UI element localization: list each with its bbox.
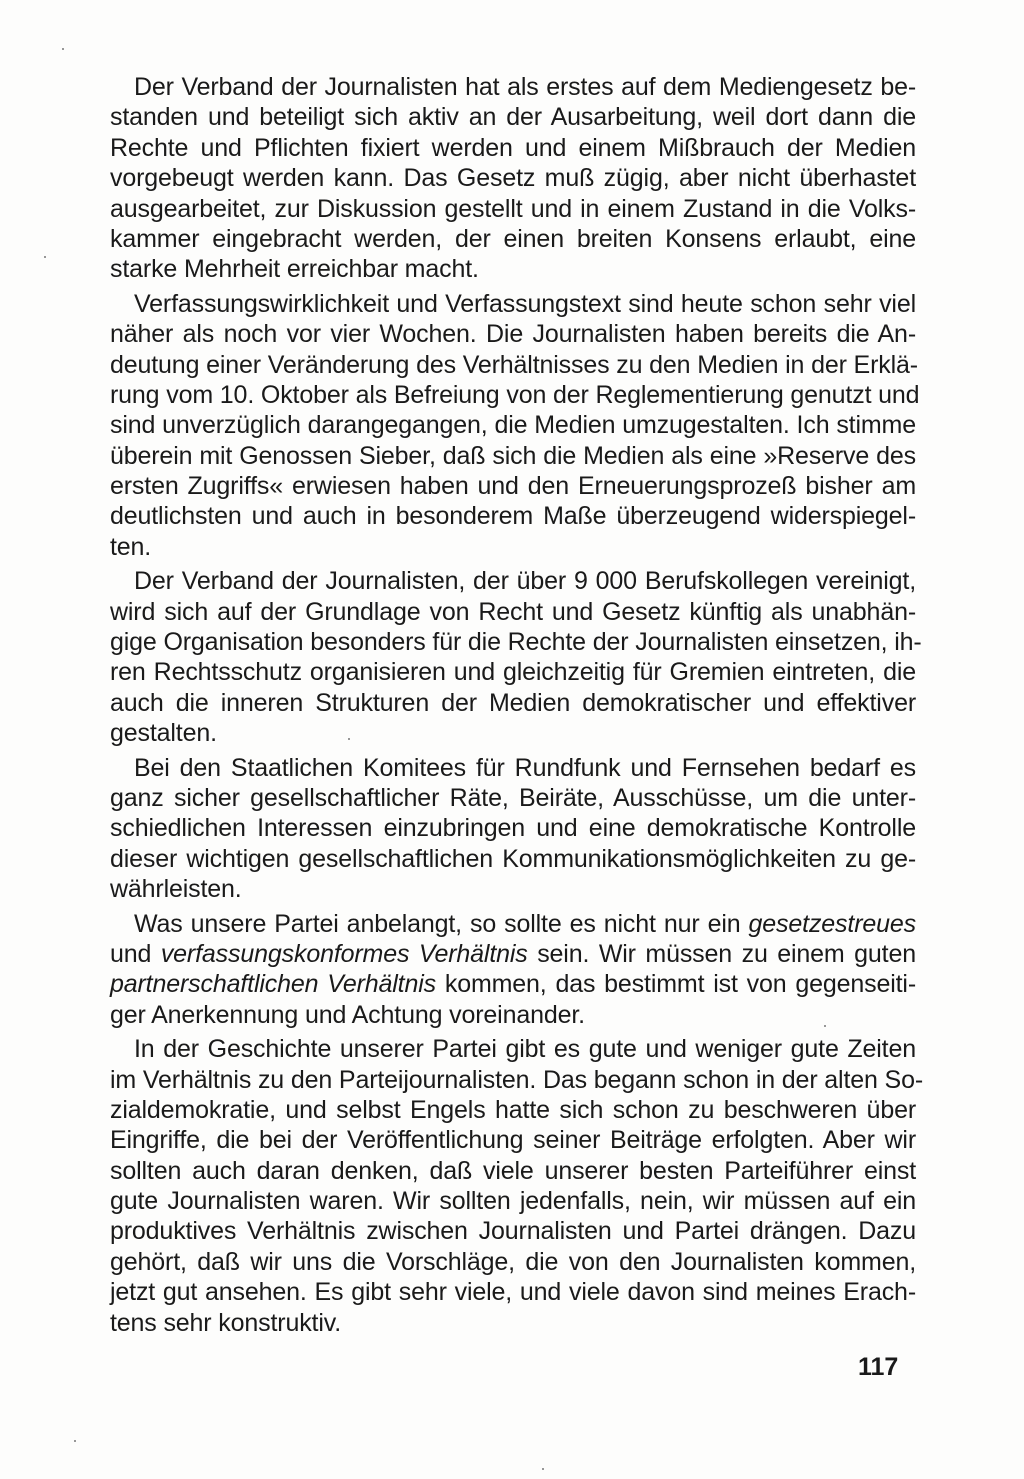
paragraph: [110, 753, 916, 905]
text-line: Bei den Staatlichen Komitees für Rundfunk und Fernsehen bedarf es: [134, 753, 916, 782]
text-line: deutlichsten und auch in besonderem Maße überzeugend widerspiegel-: [110, 502, 916, 531]
text-line: gestalten.: [110, 719, 217, 748]
text-line: Der Verband der Journalisten, der über 9 000 Berufskollegen vereinigt,: [134, 567, 916, 596]
text-line: gute Journalisten waren. Wir sollten jedenfalls, nein, wir müssen auf ein: [110, 1187, 916, 1216]
scan-speck: [62, 48, 64, 50]
text-line: Verfassungswirklichkeit und Verfassungstext sind heute schon sehr viel: [134, 289, 916, 318]
scan-speck: [74, 1440, 76, 1442]
text-line: sind unverzüglich darangegangen, die Medien umzugestalten. Ich stimme: [110, 411, 916, 440]
text-line: tens sehr konstruktiv.: [110, 1308, 342, 1337]
text-line: gige Organisation besonders für die Rechte der Journalisten einsetzen, ih-: [110, 628, 922, 657]
body-text: [110, 72, 923, 1342]
scan-speck: [824, 1025, 826, 1027]
text-line: ausgearbeitet, zur Diskussion gestellt und in einem Zustand in die Volks-: [110, 194, 916, 223]
text-line: ger Anerkennung und Achtung voreinander.: [110, 1000, 585, 1029]
text-line: partnerschaftlichen Verhältnis kommen, das bestimmt ist von gegenseiti-: [110, 970, 916, 999]
text-line: standen und beteiligt sich aktiv an der Ausarbeitung, weil dort dann die: [110, 103, 916, 132]
paragraph: [110, 1034, 923, 1338]
paragraph: [110, 289, 920, 563]
text-line: gehört, daß wir uns die Vorschläge, die von den Journalisten kommen,: [110, 1247, 916, 1276]
text-line: näher als noch vor vier Wochen. Die Journalisten haben bereits die An-: [110, 320, 916, 349]
text-line: überein mit Genossen Sieber, daß sich die Medien als eine »Reserve des: [110, 441, 916, 470]
scan-speck: [542, 1468, 544, 1470]
text-line: schiedlichen Interessen einzubringen und eine demokratische Kontrolle: [110, 814, 916, 843]
paragraph: [110, 566, 922, 748]
text-line: starke Mehrheit erreichbar macht.: [110, 255, 479, 284]
text-line: im Verhältnis zu den Parteijournalisten. Das begann schon in der alten So-: [110, 1065, 923, 1094]
text-line: deutung einer Veränderung des Verhältnisses zu den Medien in der Erklä-: [110, 350, 918, 379]
text-line: ersten Zugriffs« erwiesen haben und den Erneuerungsprozeß bisher am: [110, 472, 916, 501]
page-number: 117: [858, 1353, 899, 1381]
text-line: vorgebeugt werden kann. Das Gesetz muß zügig, aber nicht überhastet: [110, 164, 916, 193]
scan-speck: [348, 738, 350, 740]
paragraph: [110, 72, 916, 285]
text-line: und verfassungskonformes Verhältnis sein. Wir müssen zu einem guten: [110, 939, 916, 968]
text-line: ren Rechtsschutz organisieren und gleichzeitig für Gremien eintreten, die: [110, 658, 916, 687]
text-line: jetzt gut ansehen. Es gibt sehr viele, und viele davon sind meines Erach-: [110, 1278, 916, 1307]
text-line: Eingriffe, die bei der Veröffentlichung seiner Beiträge erfolgten. Aber wir: [110, 1126, 916, 1155]
text-line: produktives Verhältnis zwischen Journalisten und Partei drängen. Dazu: [110, 1217, 916, 1246]
text-line: rung vom 10. Oktober als Befreiung von der Reglementierung genutzt und: [110, 380, 920, 409]
text-line: wird sich auf der Grundlage von Recht und Gesetz künftig als unabhän-: [110, 597, 916, 626]
paragraph: [110, 909, 916, 1031]
scan-speck: [44, 256, 46, 258]
text-line: Rechte und Pflichten fixiert werden und einem Mißbrauch der Medien: [110, 133, 916, 162]
text-line: In der Geschichte unserer Partei gibt es gute und weniger gute Zeiten: [134, 1035, 916, 1064]
text-line: zialdemokratie, und selbst Engels hatte sich schon zu beschweren über: [110, 1095, 916, 1124]
text-line: auch die inneren Strukturen der Medien demokratischer und effektiver: [110, 688, 916, 717]
text-line: ganz sicher gesellschaftlicher Räte, Beiräte, Ausschüsse, um die unter-: [110, 783, 916, 812]
text-line: ten.: [110, 532, 152, 561]
text-line: Der Verband der Journalisten hat als erstes auf dem Mediengesetz be-: [134, 73, 916, 101]
text-line: währleisten.: [110, 875, 242, 904]
text-line: dieser wichtigen gesellschaftlichen Kommunikationsmöglichkeiten zu ge-: [110, 844, 916, 873]
text-line: Was unsere Partei anbelangt, so sollte es nicht nur ein gesetzestreues: [134, 909, 916, 938]
text-line: sollten auch daran denken, daß viele unserer besten Parteiführer einst: [110, 1156, 916, 1185]
text-line: kammer eingebracht werden, der einen breiten Konsens erlaubt, eine: [110, 224, 916, 253]
